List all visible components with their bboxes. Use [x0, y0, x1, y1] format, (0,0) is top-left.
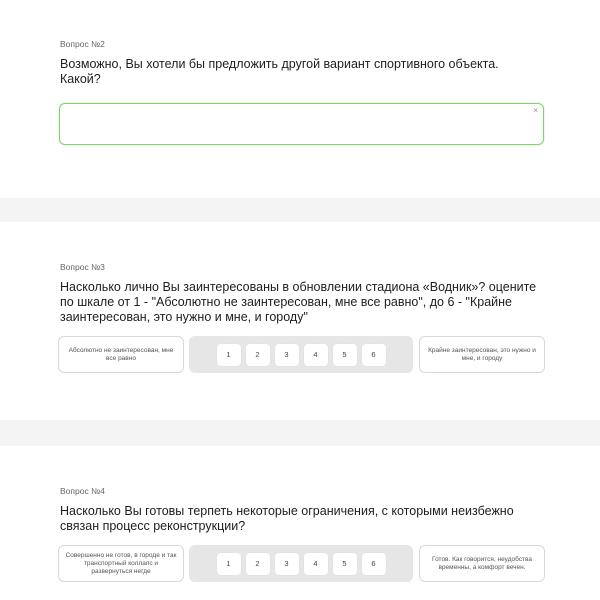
scale-option-1[interactable]: 1 [217, 344, 241, 366]
scale-option-4[interactable]: 4 [304, 344, 328, 366]
question-number: Вопрос №2 [60, 39, 105, 49]
answer-field-container [59, 103, 544, 145]
scale-option-5[interactable]: 5 [333, 553, 357, 575]
scale-min-label: Абсолютно не заинтересован, мне все равно [58, 336, 184, 373]
scale-option-5[interactable]: 5 [333, 344, 357, 366]
scale-option-3[interactable]: 3 [275, 344, 299, 366]
scale-option-2[interactable]: 2 [246, 553, 270, 575]
answer-input[interactable] [60, 104, 543, 144]
scale-option-6[interactable]: 6 [362, 553, 386, 575]
close-icon[interactable]: × [533, 106, 538, 115]
rating-scale [58, 336, 545, 373]
question-card-2 [0, 0, 600, 198]
question-card-3 [0, 222, 600, 420]
question-title: Насколько лично Вы заинтересованы в обновлении стадиона «Водник»? оцените по шкале от 1 - "Абсолютно не заинтересован, мне все равно", до 6 - "Крайне заинтересован, это нужно и мне, и городу" [60, 280, 537, 324]
scale-max-label: Готов. Как говорится, неудобства временны, а комфорт вечен. [419, 545, 545, 582]
scale-max-label: Крайне заинтересован, это нужно и мне, и городу [419, 336, 545, 373]
scale-track [189, 545, 413, 582]
scale-option-4[interactable]: 4 [304, 553, 328, 575]
scale-option-3[interactable]: 3 [275, 553, 299, 575]
question-title: Возможно, Вы хотели бы предложить другой вариант спортивного объекта. Какой? [60, 57, 499, 86]
scale-option-2[interactable]: 2 [246, 344, 270, 366]
rating-scale [58, 545, 545, 582]
scale-min-label: Совершенно не готов, в городе и так транспортный коллапс и развернуться негде [58, 545, 184, 582]
question-card-4 [0, 446, 600, 600]
scale-track [189, 336, 413, 373]
question-number: Вопрос №4 [60, 486, 105, 496]
scale-option-6[interactable]: 6 [362, 344, 386, 366]
question-number: Вопрос №3 [60, 262, 105, 272]
scale-option-1[interactable]: 1 [217, 553, 241, 575]
question-title: Насколько Вы готовы терпеть некоторые ограничения, с которыми неизбежно связан процесс реконструкции? [60, 504, 514, 533]
